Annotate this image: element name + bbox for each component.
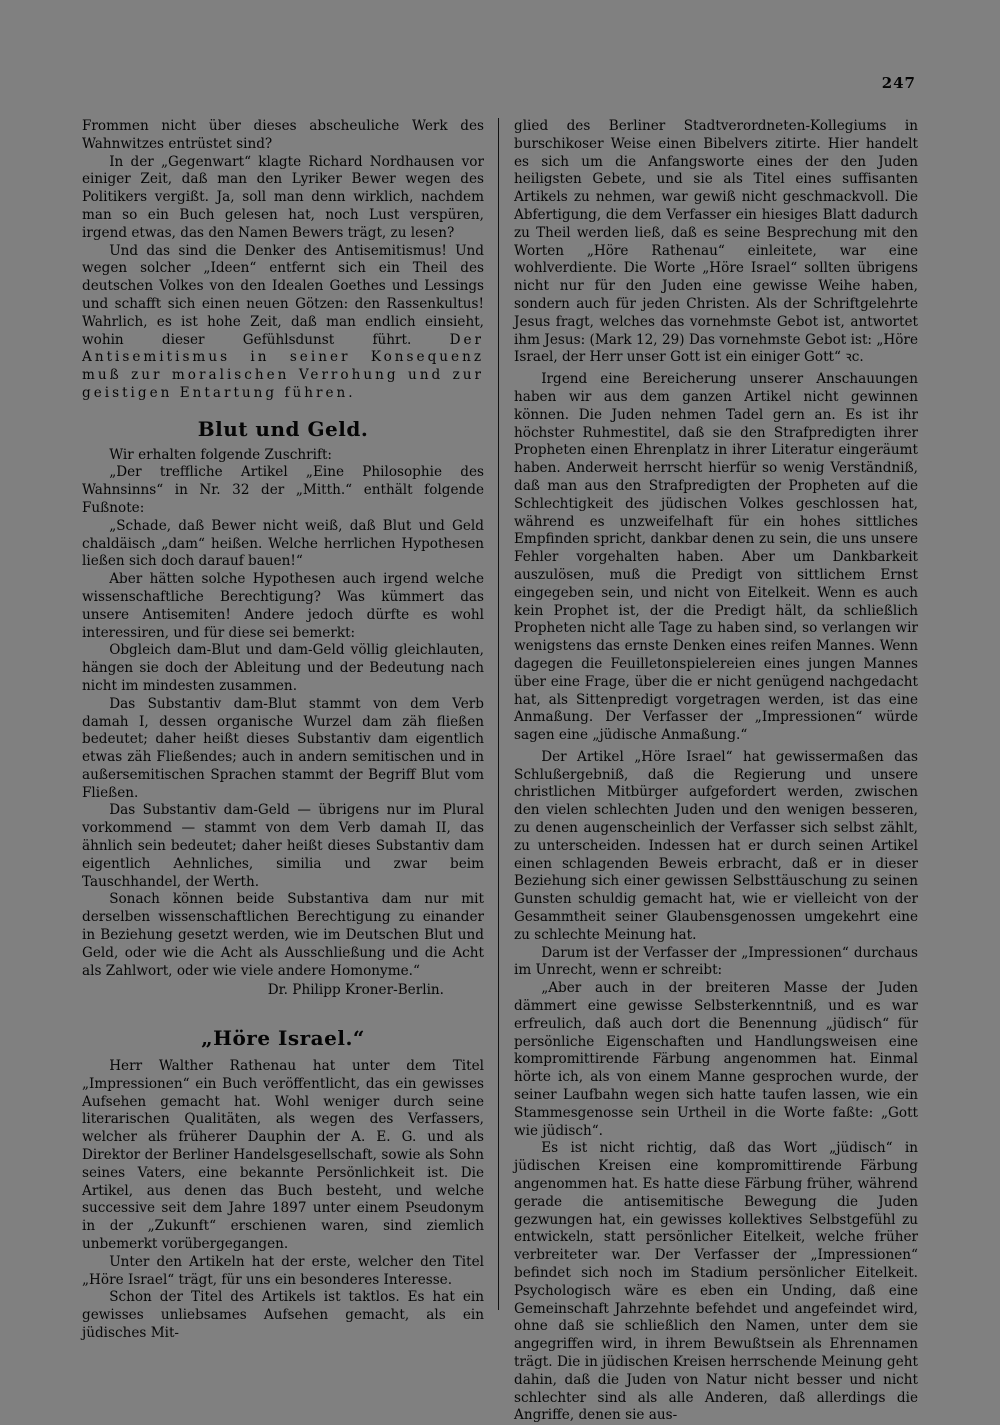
paragraph: In der „Gegenwart“ klagte Richard Nordhausen vor einiger Zeit, daß man den Lyriker Bewer wegen des Politikers vergißt. Ja, soll man denn wirklich, nachdem man so ein Buch gelesen hat, noch Lust verspüren, irgend etwas, das den Namen Bewers trägt, zu lesen? [82,153,484,241]
paragraph: Wir erhalten folgende Zuschrift: [109,446,333,463]
section-heading-hoere-israel: „Höre Israel.“ [201,1026,365,1051]
column-divider [498,118,499,1310]
paragraph: „Aber auch in der breiteren Masse der Juden dämmert eine gewisse Selbsterkenntniß, und es war erfreulich, daß auch dort die Benennung „jüdisch“ für persönliche Eigenschaften und Handlungsweisen eine kompromittirende Färbung angenommen hat. Einmal hörte ich, als von einem Manne gesprochen wurde, der seiner Laufbahn wegen sich hatte taufen lassen, wie ein Stammesgenosse sein Urtheil in die Worte faßte: „Gott wie jüdisch“. [514,980,918,1139]
paragraph: Darum ist der Verfasser der „Impressionen“ durchaus im Unrecht, wenn er schreibt: [514,944,918,979]
paragraph: Das Substantiv dam-Geld — übrigens nur im Plural vorkommend — stammt von dem Verb damah II, das ähnlich sein bedeutet; daher heißt dieses Substantiv dam eigentlich Aehnliches, similia und zwar beim Tauschhandel, der Werth. [82,802,484,890]
section-heading-blut-und-geld: Blut und Geld. [197,416,369,441]
right-column [514,118,918,1425]
paragraph: Aber hätten solche Hypothesen auch irgend welche wissenschaftliche Berechtigung? Was kümmert das unsere Antisemiten! Andere jedoch dürfte es wohl interessiren, und für diese sei bemerkt: [82,571,484,641]
emphasized-text: Der Antisemitismus in seiner Konsequenz muß zur moralischen Verrohung und zur geistigen Entartung führen. [82,331,485,401]
paragraph-text: Und das sind die Denker des Antisemitismus! Und wegen solcher „Ideen“ entfernt sich ein Theil des deutschen Volkes von den Idealen Goethes und Lessings und schafft sich einen neuen Götzen: den Rassenkultus! Wahrlich, es ist hohe Zeit, daß man endlich einsieht, wohin dieser Gefühlsdunst führt. [82,242,484,348]
paragraph: Frommen nicht über dieses abscheuliche Werk des Wahnwitzes entrüstet sind? [82,118,484,152]
paragraph: „Schade, daß Bewer nicht weiß, daß Blut und Geld chaldäisch „dam“ heißen. Welche herrlichen Hypothesen ließen sich doch darauf bauen!“ [82,517,484,570]
paragraph: Es ist nicht richtig, daß das Wort „jüdisch“ in jüdischen Kreisen eine kompromittirende Färbung angenommen hat. Es hatte diese Färbung früher, während gerade die antisemitische Bewegung die Juden gezwungen hat, ein gewisses kollektives Selbstgefühl zu entwickeln, statt persönlicher Eitelkeit, welche früher verbreiteter war. Der Verfasser der „Impressionen“ befindet sich noch im Stadium persönlicher Eitelkeit. Psychologisch wäre es eben ein Unding, daß eine Gemeinschaft Jahrzehnte befehdet und angefeindet wird, ohne daß sie schließlich den Namen, unter dem sie angegriffen wird, in ihrem Bewußtsein als Ehrennamen trägt. Die in jüdischen Kreisen herrschende Meinung geht dahin, daß die Juden von Natur nicht besser und nicht schlechter sind als alle Anderen, daß allerdings die Angriffe, denen sie aus- [514,1140,918,1424]
paragraph [82,243,484,403]
left-column [82,118,484,1343]
paragraph: Schon der Titel des Artikels ist taktlos. Es hat ein gewisses unliebsames Aufsehen gemacht, als ein jüdisches Mit- [82,1289,484,1341]
paragraph: „Der treffliche Artikel „Eine Philosophie des Wahnsinns“ in Nr. 32 der „Mitth.“ enthält folgende Fußnote: [82,464,484,516]
paragraph: Unter den Artikeln hat der erste, welcher den Titel „Höre Israel“ trägt, für uns ein besonderes Interesse. [82,1253,484,1288]
author-signature: Dr. Philipp Kroner-Berlin. [267,982,444,999]
paragraph: Irgend eine Bereicherung unserer Anschauungen haben wir aus dem ganzen Artikel nicht gewinnen können. Die Juden nehmen Tadel gern an. Es ist ihr höchster Ruhmestitel, daß sie den Strafpredigten ihrer Propheten einen Ehrenplatz in ihrer Literatur eingeräumt haben. Anderweit herrscht hierfür so wenig Verständniß, daß man aus den Strafpredigten der Propheten auf die Schlechtigkeit des jüdischen Volkes geschlossen hat, während es unzweifelhaft für ein hohes sittliches Empfinden spricht, dankbar denen zu sein, die uns unsere Fehler vorgehalten haben. Aber um Dankbarkeit auszulösen, muß die Predigt von sittlichem Ernst eingegeben sein, und nicht von Eitelkeit. Wenn es auch kein Prophet ist, der die Predigt hält, da schließlich Propheten nicht alle Tage zu haben sind, so verlangen wir wenigstens das ernste Denken eines reifen Mannes. Wenn dagegen die Feuilletonspielereien eines jungen Mannes über eine Frage, über die er nicht genügend nachgedacht hat, als Sittenpredigt vorgetragen werden, ist das eine Anmaßung. Der Verfasser der „Impressionen“ würde sagen eine „jüdische Anmaßung.“ [514,371,918,744]
paragraph: Sonach können beide Substantiva dam nur mit derselben wissenschaftlichen Berechtigung zu einander in Beziehung gesetzt werden, wie im Deutschen Blut und Geld, oder wie die Acht als Ausschließung und die Acht als Zahlwort, oder wie viele andere Homonyme.“ [82,891,484,979]
paragraph: Herr Walther Rathenau hat unter dem Titel „Impressionen“ ein Buch veröffentlicht, das ein gewisses Aufsehen gemacht hat. Wohl weniger durch seine literarischen Qualitäten, als wegen des Verfassers, welcher als früherer Dauphin der A. E. G. und als Direktor der Berliner Handelsgesellschaft, sowie als Sohn seines Vaters, eine bekannte Persönlichkeit ist. Die Artikel, aus denen das Buch besteht, und welche successive seit dem Jahre 1897 unter einem Pseudonym in der „Zukunft“ erschienen waren, sind ziemlich unbemerkt vorübergegangen. [82,1058,484,1253]
paragraph: glied des Berliner Stadtverordneten-Kollegiums in burschikoser Weise einen Bibelvers zitirte. Hier handelt es sich um die Anfangsworte eines der den Juden heiligsten Gebete, und sie als Titel eines suffisanten Artikels zu nehmen, war gewiß nicht geschmackvoll. Die Abfertigung, die dem Verfasser ein hiesiges Blatt dadurch zu Theil werden ließ, daß es seine Besprechung mit den Worten „Höre Rathenau“ einleitete, war eine wohlverdiente. Die Worte „Höre Israel“ sollten übrigens nicht nur für den Juden eine gewisse Weihe haben, sondern auch für jeden Christen. Als der Schriftgelehrte Jesus fragt, welches das vornehmste Gebot ist, antwortet ihm Jesus: (Mark 12, 29) Das vornehmste Gebot ist: „Höre Israel, der Herr unser Gott ist ein einiger Gott“ ꝛc. [514,118,918,366]
page-number: 247 [881,74,916,92]
paragraph: Obgleich dam-Blut und dam-Geld völlig gleichlauten, hängen sie doch der Ableitung und der Bedeutung nach nicht im mindesten zusammen. [82,642,484,694]
paragraph: Der Artikel „Höre Israel“ hat gewissermaßen das Schlußergebniß, daß die Regierung und unsere christlichen Mitbürger aufgefordert werden, zwischen den vielen schlechten Juden und den wenigen besseren, zu denen augenscheinlich der Verfasser sich selbst zählt, zu unterscheiden. Indessen hat er durch seinen Artikel einen schlagenden Beweis erbracht, daß er in dieser Beziehung sich einer gewissen Selbsttäuschung zu seinen Gunsten schuldig gemacht hat, wie er vielleicht von der Gesammtheit seiner Glaubensgenossen umgekehrt eine zu schlechte Meinung hat. [514,748,918,943]
paragraph: Das Substantiv dam-Blut stammt von dem Verb damah I, dessen organische Wurzel dam zäh fließen bedeutet; daher heißt dieses Substantiv dam eigentlich etwas zäh Fließendes; auch in andern semitischen und in außersemitischen Sprachen stammt der Begriff Blut vom Fließen. [82,695,484,801]
